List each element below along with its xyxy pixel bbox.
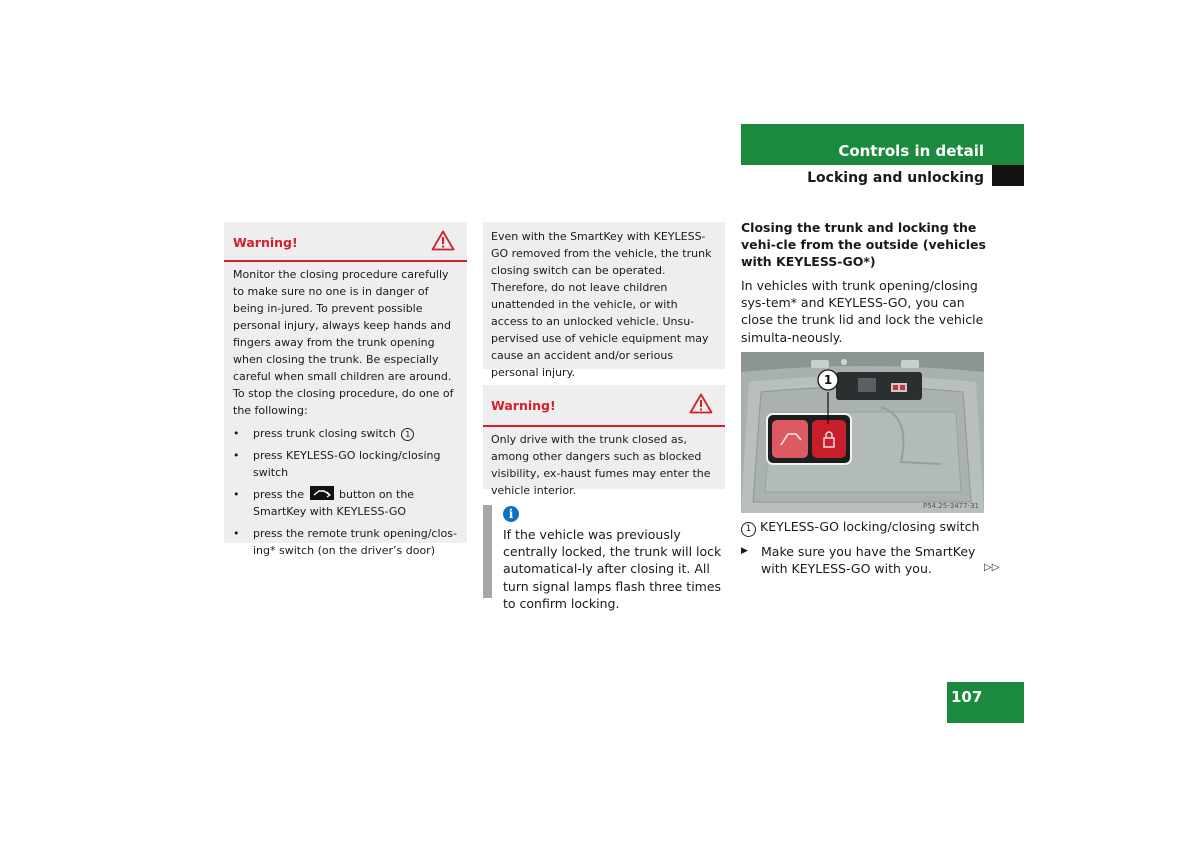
trunk-key-icon — [310, 486, 334, 500]
list-item: • press KEYLESS-GO locking/closing switch — [233, 447, 458, 481]
warning-title: Warning! — [491, 398, 556, 413]
warning-triangle-icon — [431, 230, 455, 251]
step-marker-icon: ▶ — [741, 546, 748, 556]
info-sidebar — [483, 505, 492, 598]
list-item: • press the remote trunk opening/clos-ing* switch (on the driver’s door) — [233, 525, 458, 559]
info-text: If the vehicle was previously centrally locked, the trunk will lock automatical-ly after closing it. All turn signal lamps flash three times to confirm locking. — [503, 527, 722, 611]
list-item — [233, 425, 458, 442]
subsection-header: Locking and unlocking — [807, 170, 984, 186]
photo-callout-label: 1 — [823, 373, 833, 387]
bullet-text: press trunk closing switch — [253, 427, 396, 440]
warning-panel-2 — [483, 385, 725, 497]
warning-intro: Monitor the closing procedure carefully to make sure no one is in danger of being in-jured. To prevent possible personal injury, always keep hands and fingers away from the trunk opening when closing the trunk. Be especially careful when small children are around. To stop the closing procedure, do one of the following: — [233, 268, 454, 417]
warning-bullet-list — [233, 425, 458, 559]
continue-marker-icon: ▷▷ — [984, 562, 1000, 573]
child-safety-panel — [483, 222, 725, 379]
warning-triangle-icon — [689, 393, 713, 414]
callout-ref: 1 — [401, 428, 414, 441]
instruction-step — [741, 543, 991, 577]
section-heading: Closing the trunk and locking the vehi-cle from the outside (vehicles with KEYLESS-GO*) — [741, 220, 986, 270]
step-text: Make sure you have the SmartKey with KEYLESS-GO with you. — [761, 544, 976, 577]
callout-ref: 1 — [741, 522, 756, 537]
trunk-switch-illustration — [741, 352, 984, 513]
warning-body — [224, 262, 467, 559]
warning-header — [224, 222, 467, 262]
trunk-photo — [741, 352, 984, 513]
warning-text: Only drive with the trunk closed as, among other dangers such as blocked visibility, ex-haust fumes may enter the vehicle interior. — [491, 433, 711, 497]
caption-text: KEYLESS-GO locking/closing switch — [760, 519, 980, 534]
warning-title: Warning! — [233, 235, 298, 250]
photo-caption — [741, 518, 991, 537]
bullet-text-after: button on the SmartKey with KEYLESS-GO — [253, 488, 415, 518]
bullet-text-before: press the — [253, 488, 305, 501]
page-number: 107 — [947, 682, 1024, 723]
list-item — [233, 486, 458, 520]
warning-header — [483, 385, 725, 427]
section-header: Controls in detail — [741, 124, 1024, 165]
child-safety-text: Even with the SmartKey with KEYLESS-GO removed from the vehicle, the trunk closing switch can be operated. Therefore, do not leave children unattended in the vehicle, or with access to an unlocked vehicle. Unsu-pervised use of vehicle equipment may cause an accident and/or serious personal injury. — [491, 230, 712, 379]
intro-text: In vehicles with trunk opening/closing sys-tem* and KEYLESS-GO, you can close the trunk lid and lock the vehicle simulta-neously. — [741, 278, 984, 345]
warning-panel-1 — [224, 222, 467, 557]
photo-code: P54.25-3477-31 — [922, 502, 979, 510]
info-icon: i — [503, 506, 519, 522]
header-marker — [992, 165, 1024, 186]
